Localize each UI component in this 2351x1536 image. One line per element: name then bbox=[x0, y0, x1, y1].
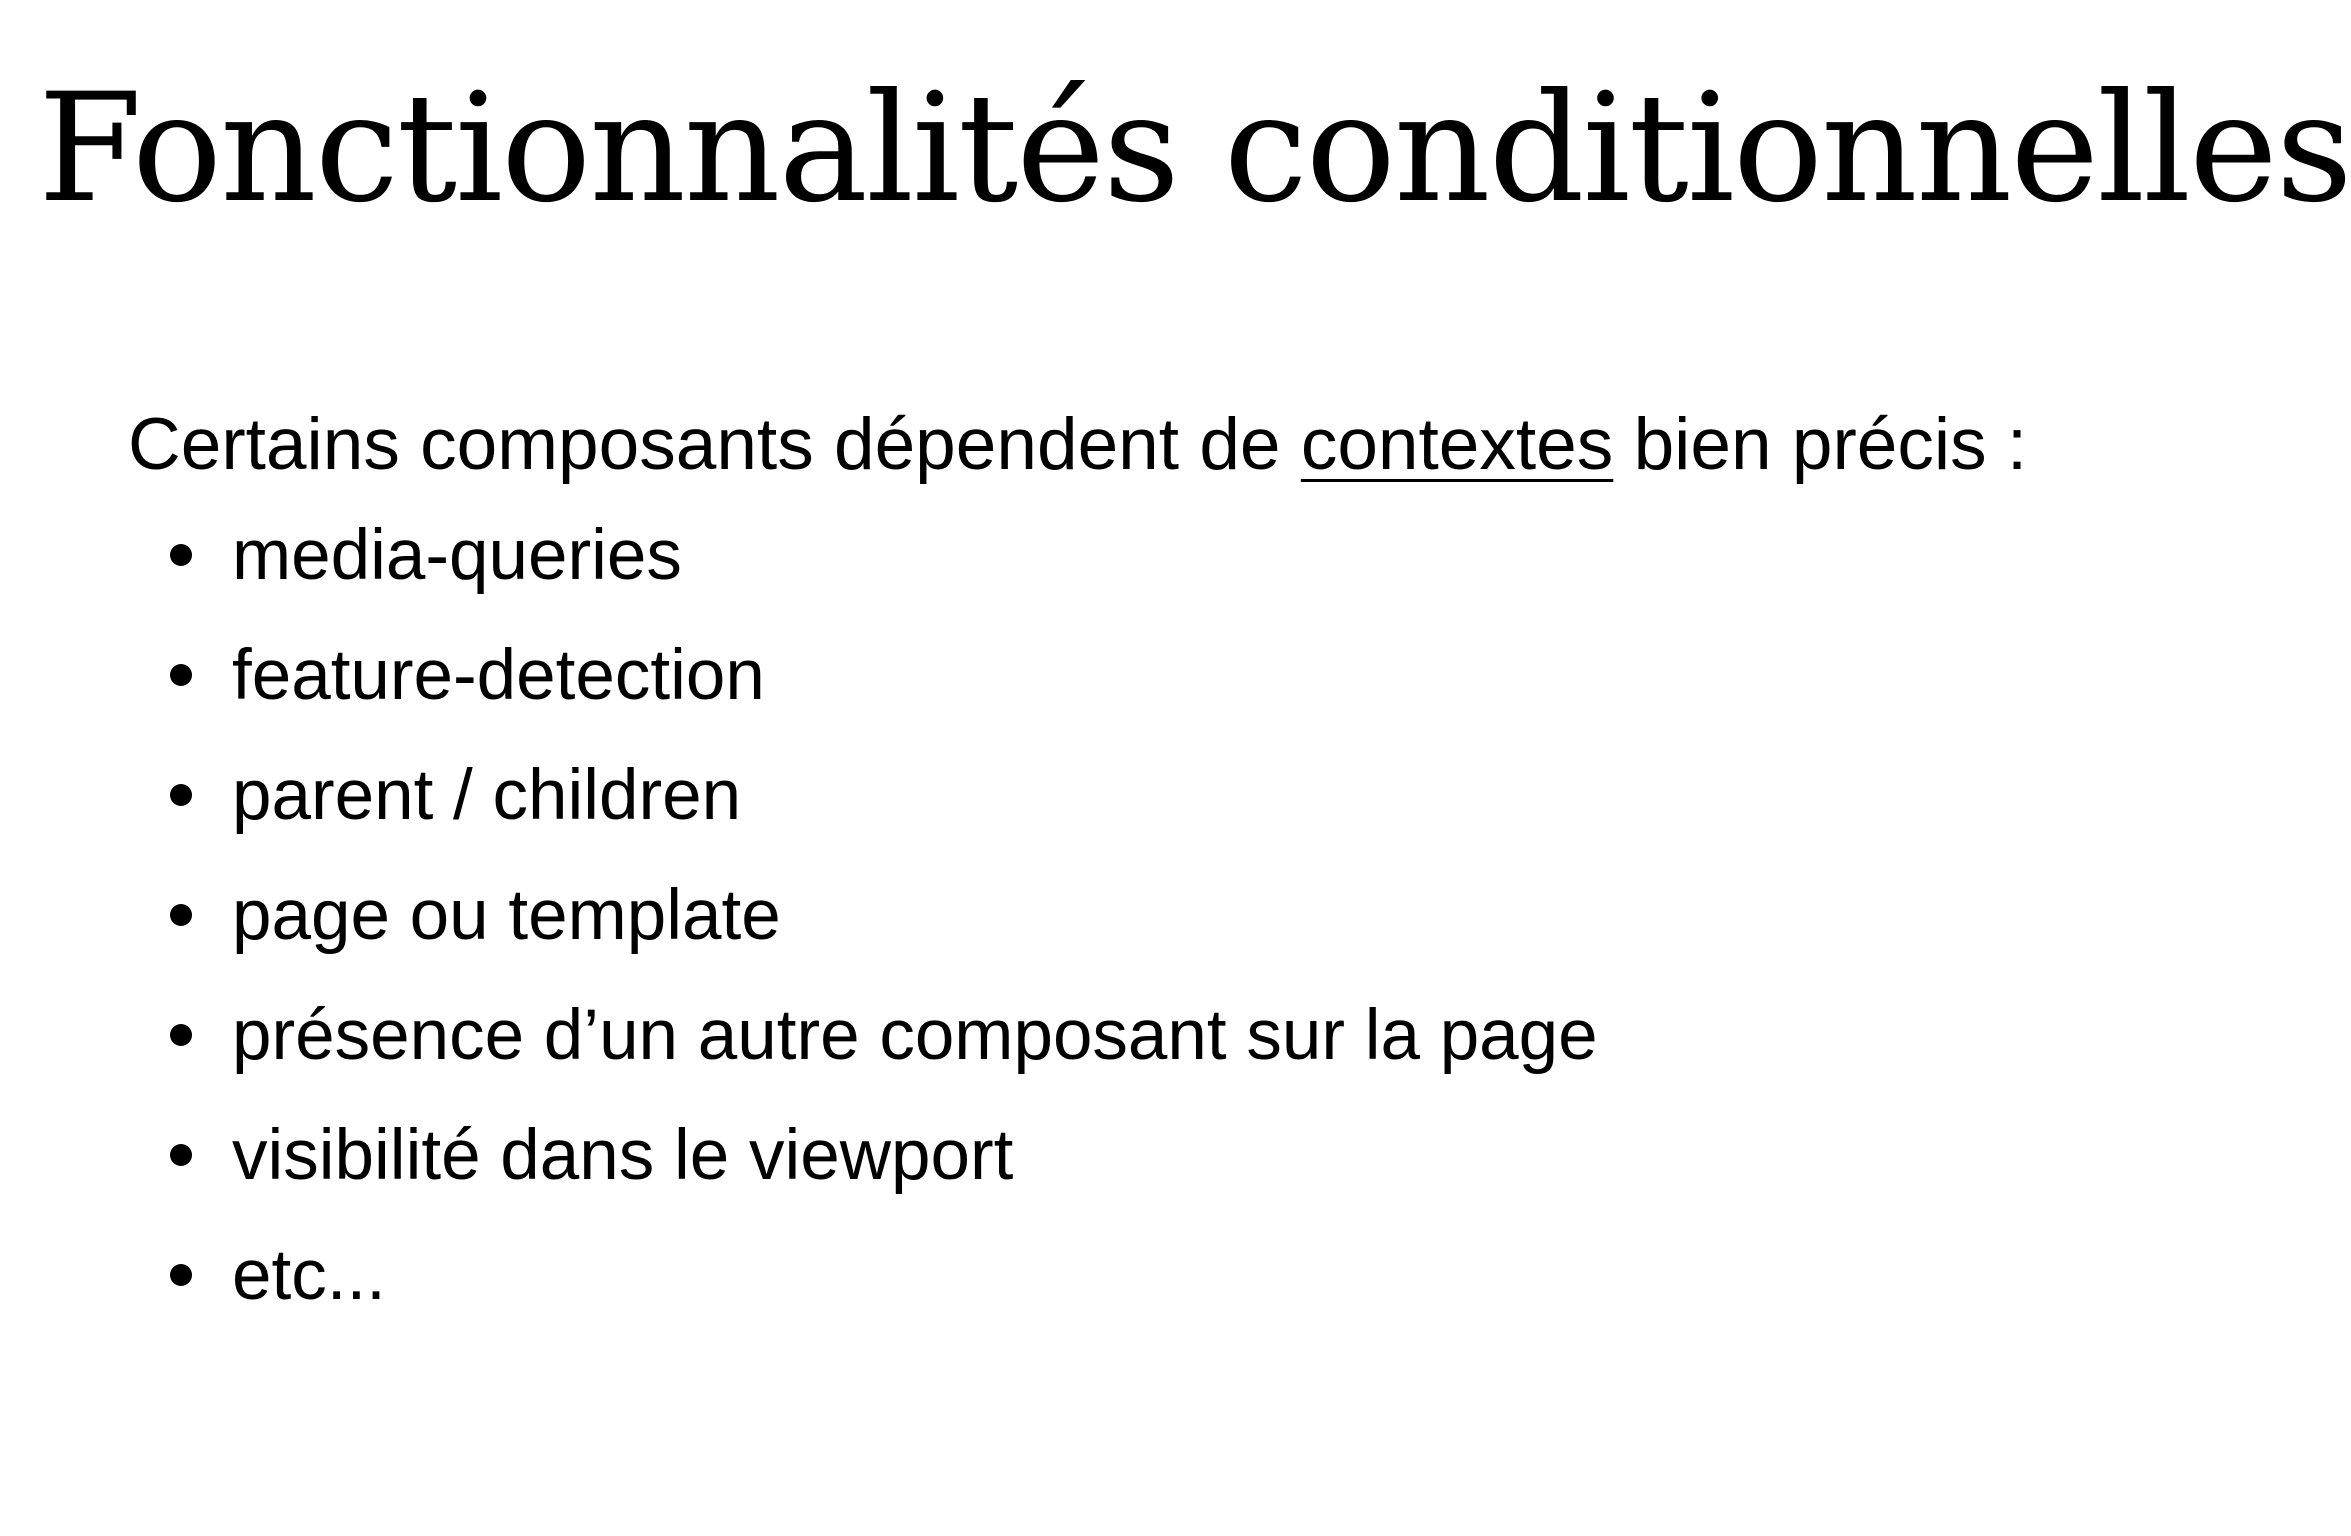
bullet-dot-icon bbox=[170, 1024, 192, 1046]
list-item-text: parent / children bbox=[232, 756, 742, 835]
bullet-dot-icon bbox=[170, 1144, 192, 1166]
intro-text-after: bien précis : bbox=[1613, 404, 2028, 485]
bullet-dot-icon bbox=[170, 1264, 192, 1286]
bullet-dot-icon bbox=[170, 784, 192, 806]
list-item bbox=[160, 1236, 1598, 1360]
list-item-text: feature-detection bbox=[232, 636, 765, 715]
bullet-dot-icon bbox=[170, 544, 192, 566]
list-item bbox=[160, 996, 1598, 1120]
list-item-text: page ou template bbox=[232, 876, 781, 955]
bullet-dot-icon bbox=[170, 904, 192, 926]
slide-title: Fonctionnalités conditionnelles bbox=[38, 62, 2351, 236]
list-item bbox=[160, 756, 1598, 880]
list-item-text: media-queries bbox=[232, 516, 682, 595]
list-item bbox=[160, 516, 1598, 640]
bullet-dot-icon bbox=[170, 664, 192, 686]
list-item-text: présence d’un autre composant sur la page bbox=[232, 996, 1598, 1075]
list-item bbox=[160, 1116, 1598, 1240]
intro-emphasis-underlined: contextes bbox=[1300, 404, 1614, 485]
list-item-text: etc... bbox=[232, 1236, 386, 1315]
intro-sentence bbox=[128, 404, 2028, 485]
bullet-list bbox=[160, 516, 1598, 1360]
list-item-text: visibilité dans le viewport bbox=[232, 1116, 1014, 1195]
list-item bbox=[160, 636, 1598, 760]
intro-text-before: Certains composants dépendent de bbox=[128, 404, 1301, 485]
list-item bbox=[160, 876, 1598, 1000]
